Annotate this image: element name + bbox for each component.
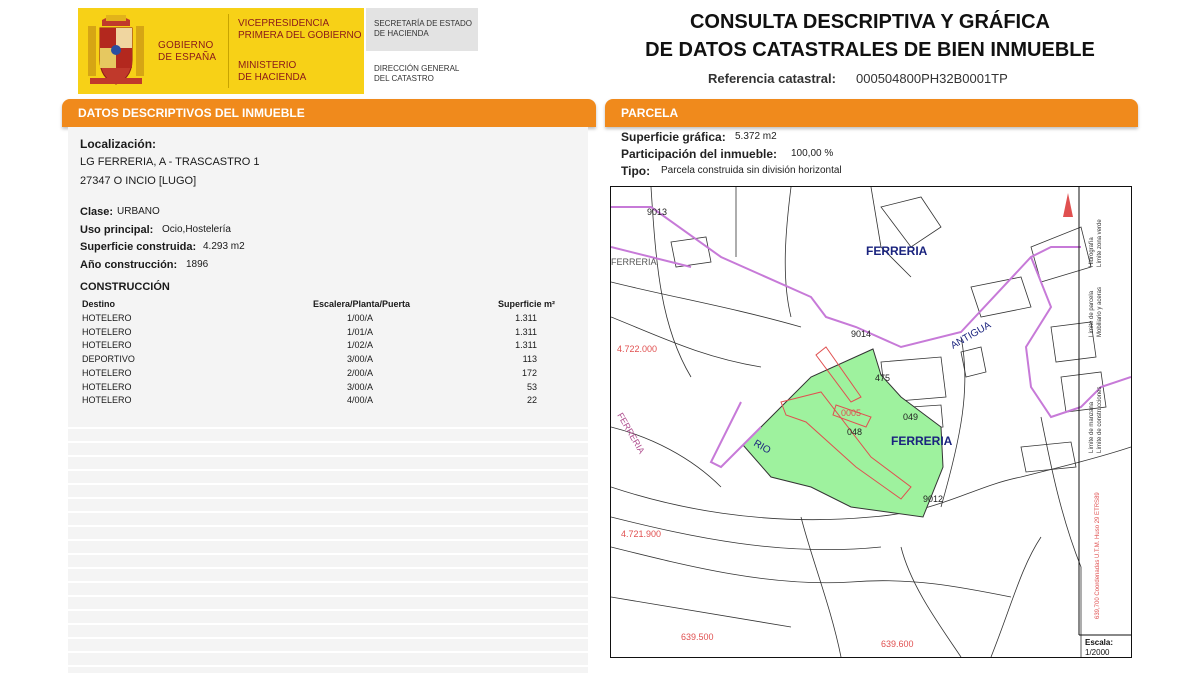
cadastral-map[interactable]	[610, 186, 1132, 658]
ref-value: 000504800PH32B0001TP	[856, 71, 1008, 86]
parcel-area	[743, 349, 943, 517]
col-superficie: Superficie m²	[498, 299, 556, 309]
legend-item-construcciones: Límite de construcciones	[1097, 386, 1103, 453]
parcel-number-0005: 0005	[841, 408, 862, 418]
table-row-row-planta: 4/00/A	[347, 395, 374, 406]
parcel-number-048: 048	[847, 427, 863, 437]
address-line-2: 27347 O INCIO [LUGO]	[80, 175, 197, 187]
map-legend	[1089, 219, 1103, 619]
place-label-1: FERRERIA	[866, 244, 928, 258]
anio-value: 1896	[186, 259, 209, 270]
road-label-4: ANTIGUA	[949, 319, 993, 352]
table-row-row-destino: HOTELERO	[82, 395, 132, 406]
col-planta: Escalera/Planta/Puerta	[313, 299, 411, 309]
table-row-row-destino: DEPORTIVO	[82, 354, 135, 365]
table-row-row-planta: 1/02/A	[347, 340, 374, 351]
parcel-number-9014: 9014	[851, 329, 872, 339]
direccion-label: DIRECCIÓN GENERAL DEL CATASTRO	[374, 64, 460, 83]
table-row-row-destino: HOTELERO	[82, 326, 132, 337]
header-divider	[228, 14, 229, 88]
participacion-value: 100,00 %	[791, 148, 834, 159]
table-row-row-superficie: 53	[526, 381, 537, 392]
sup-grafica-value: 5.372 m2	[735, 131, 777, 142]
table-row-row-destino: HOTELERO	[82, 381, 132, 392]
legend-item-manzana: Límite de manzana	[1089, 401, 1095, 453]
north-arrow-icon	[1063, 193, 1073, 217]
descriptivos-title: DATOS DESCRIPTIVOS DEL INMUEBLE	[78, 106, 305, 120]
table-row-row-planta: 3/00/A	[347, 354, 374, 365]
address-line-1: LG FERRERIA, A - TRASCASTRO 1	[80, 156, 260, 168]
localizacion-label: Localización:	[80, 137, 157, 151]
uso-value: Ocio,Hostelería	[162, 224, 231, 235]
scale-value: 1/2000	[1085, 648, 1110, 657]
parcel-number-049: 049	[903, 412, 919, 422]
table-row-row-planta: 1/01/A	[347, 326, 374, 337]
road-label-2: FERRERIA	[615, 411, 647, 456]
ministerio-label: MINISTERIO DE HACIENDA	[238, 60, 307, 83]
clase-label: Clase:	[80, 206, 114, 218]
clase-value: URBANO	[117, 206, 160, 217]
tipo-value: Parcela construida sin división horizontal	[661, 165, 842, 176]
legend-item-mobiliario: Mobiliario y aceras	[1097, 286, 1103, 337]
construccion-title: CONSTRUCCIÓN	[80, 281, 170, 293]
coord-label-639500: 639.500	[681, 632, 714, 642]
table-row-row-superficie: 22	[526, 395, 537, 406]
place-label-2: FERRERIA	[891, 434, 953, 448]
coord-label-4721900: 4.721.900	[621, 529, 662, 539]
participacion-label: Participación del inmueble:	[621, 147, 778, 161]
legend-item-hidrografia: Hidrografía	[1089, 237, 1095, 267]
descriptivos-header	[62, 99, 596, 127]
coord-label-4722000: 4.722.000	[617, 344, 658, 354]
vicepresidencia-label: VICEPRESIDENCIA PRIMERA DEL GOBIERNO	[238, 18, 362, 41]
superficie-value: 4.293 m2	[203, 241, 245, 252]
coat-of-arms-icon	[84, 12, 148, 90]
sup-grafica-label: Superficie gráfica:	[621, 130, 726, 144]
col-destino: Destino	[82, 299, 116, 309]
road-label-3: RIO	[751, 438, 773, 457]
scale-label: Escala:	[1085, 638, 1114, 647]
superficie-label: Superficie construida:	[80, 241, 197, 253]
table-row-row-superficie: 172	[521, 367, 537, 378]
uso-label: Uso principal:	[80, 224, 154, 236]
table-row-row-planta: 2/00/A	[347, 367, 374, 378]
table-row-row-planta: 3/00/A	[347, 381, 374, 392]
page-title: CONSULTA DESCRIPTIVA Y GRÁFICA DE DATOS CATASTRALES DE BIEN INMUEBLE	[645, 11, 1095, 61]
parcel-number-9013: 9013	[647, 207, 668, 217]
table-empty-rows	[68, 415, 588, 673]
table-row-row-destino: HOTELERO	[82, 313, 132, 323]
legend-item-parcela: Límite de parcela	[1089, 290, 1095, 337]
gov-name: GOBIERNO DE ESPAÑA	[158, 40, 217, 63]
ref-label: Referencia catastral:	[708, 71, 836, 86]
table-row-row-planta: 1/00/A	[347, 313, 374, 323]
parcela-title: PARCELA	[621, 106, 679, 120]
table-row-row-destino: HOTELERO	[82, 340, 132, 351]
parcel-number-9012: 9012	[923, 494, 944, 504]
parcel-number-475: 475	[875, 373, 891, 383]
table-row-row-superficie: 1.311	[515, 326, 537, 337]
coord-label-639600: 639.600	[881, 639, 914, 649]
coords-note: 639,700 Coordenadas U.T.M. Huso 29 ETRS89	[1095, 492, 1101, 619]
table-row-row-superficie: 1.311	[515, 313, 537, 323]
road-label-1: FERRERIA	[611, 257, 657, 267]
table-row-row-destino: HOTELERO	[82, 367, 132, 378]
anio-label: Año construcción:	[80, 259, 178, 271]
table-row-row-superficie: 1.311	[515, 340, 537, 351]
secretaria-label: SECRETARÍA DE ESTADO DE HACIENDA	[374, 19, 472, 38]
table-row-row-superficie: 113	[522, 354, 537, 365]
legend-item-zona-verde: Límite zona verde	[1097, 219, 1103, 267]
parcela-header	[605, 99, 1138, 127]
tipo-label: Tipo:	[621, 164, 651, 178]
